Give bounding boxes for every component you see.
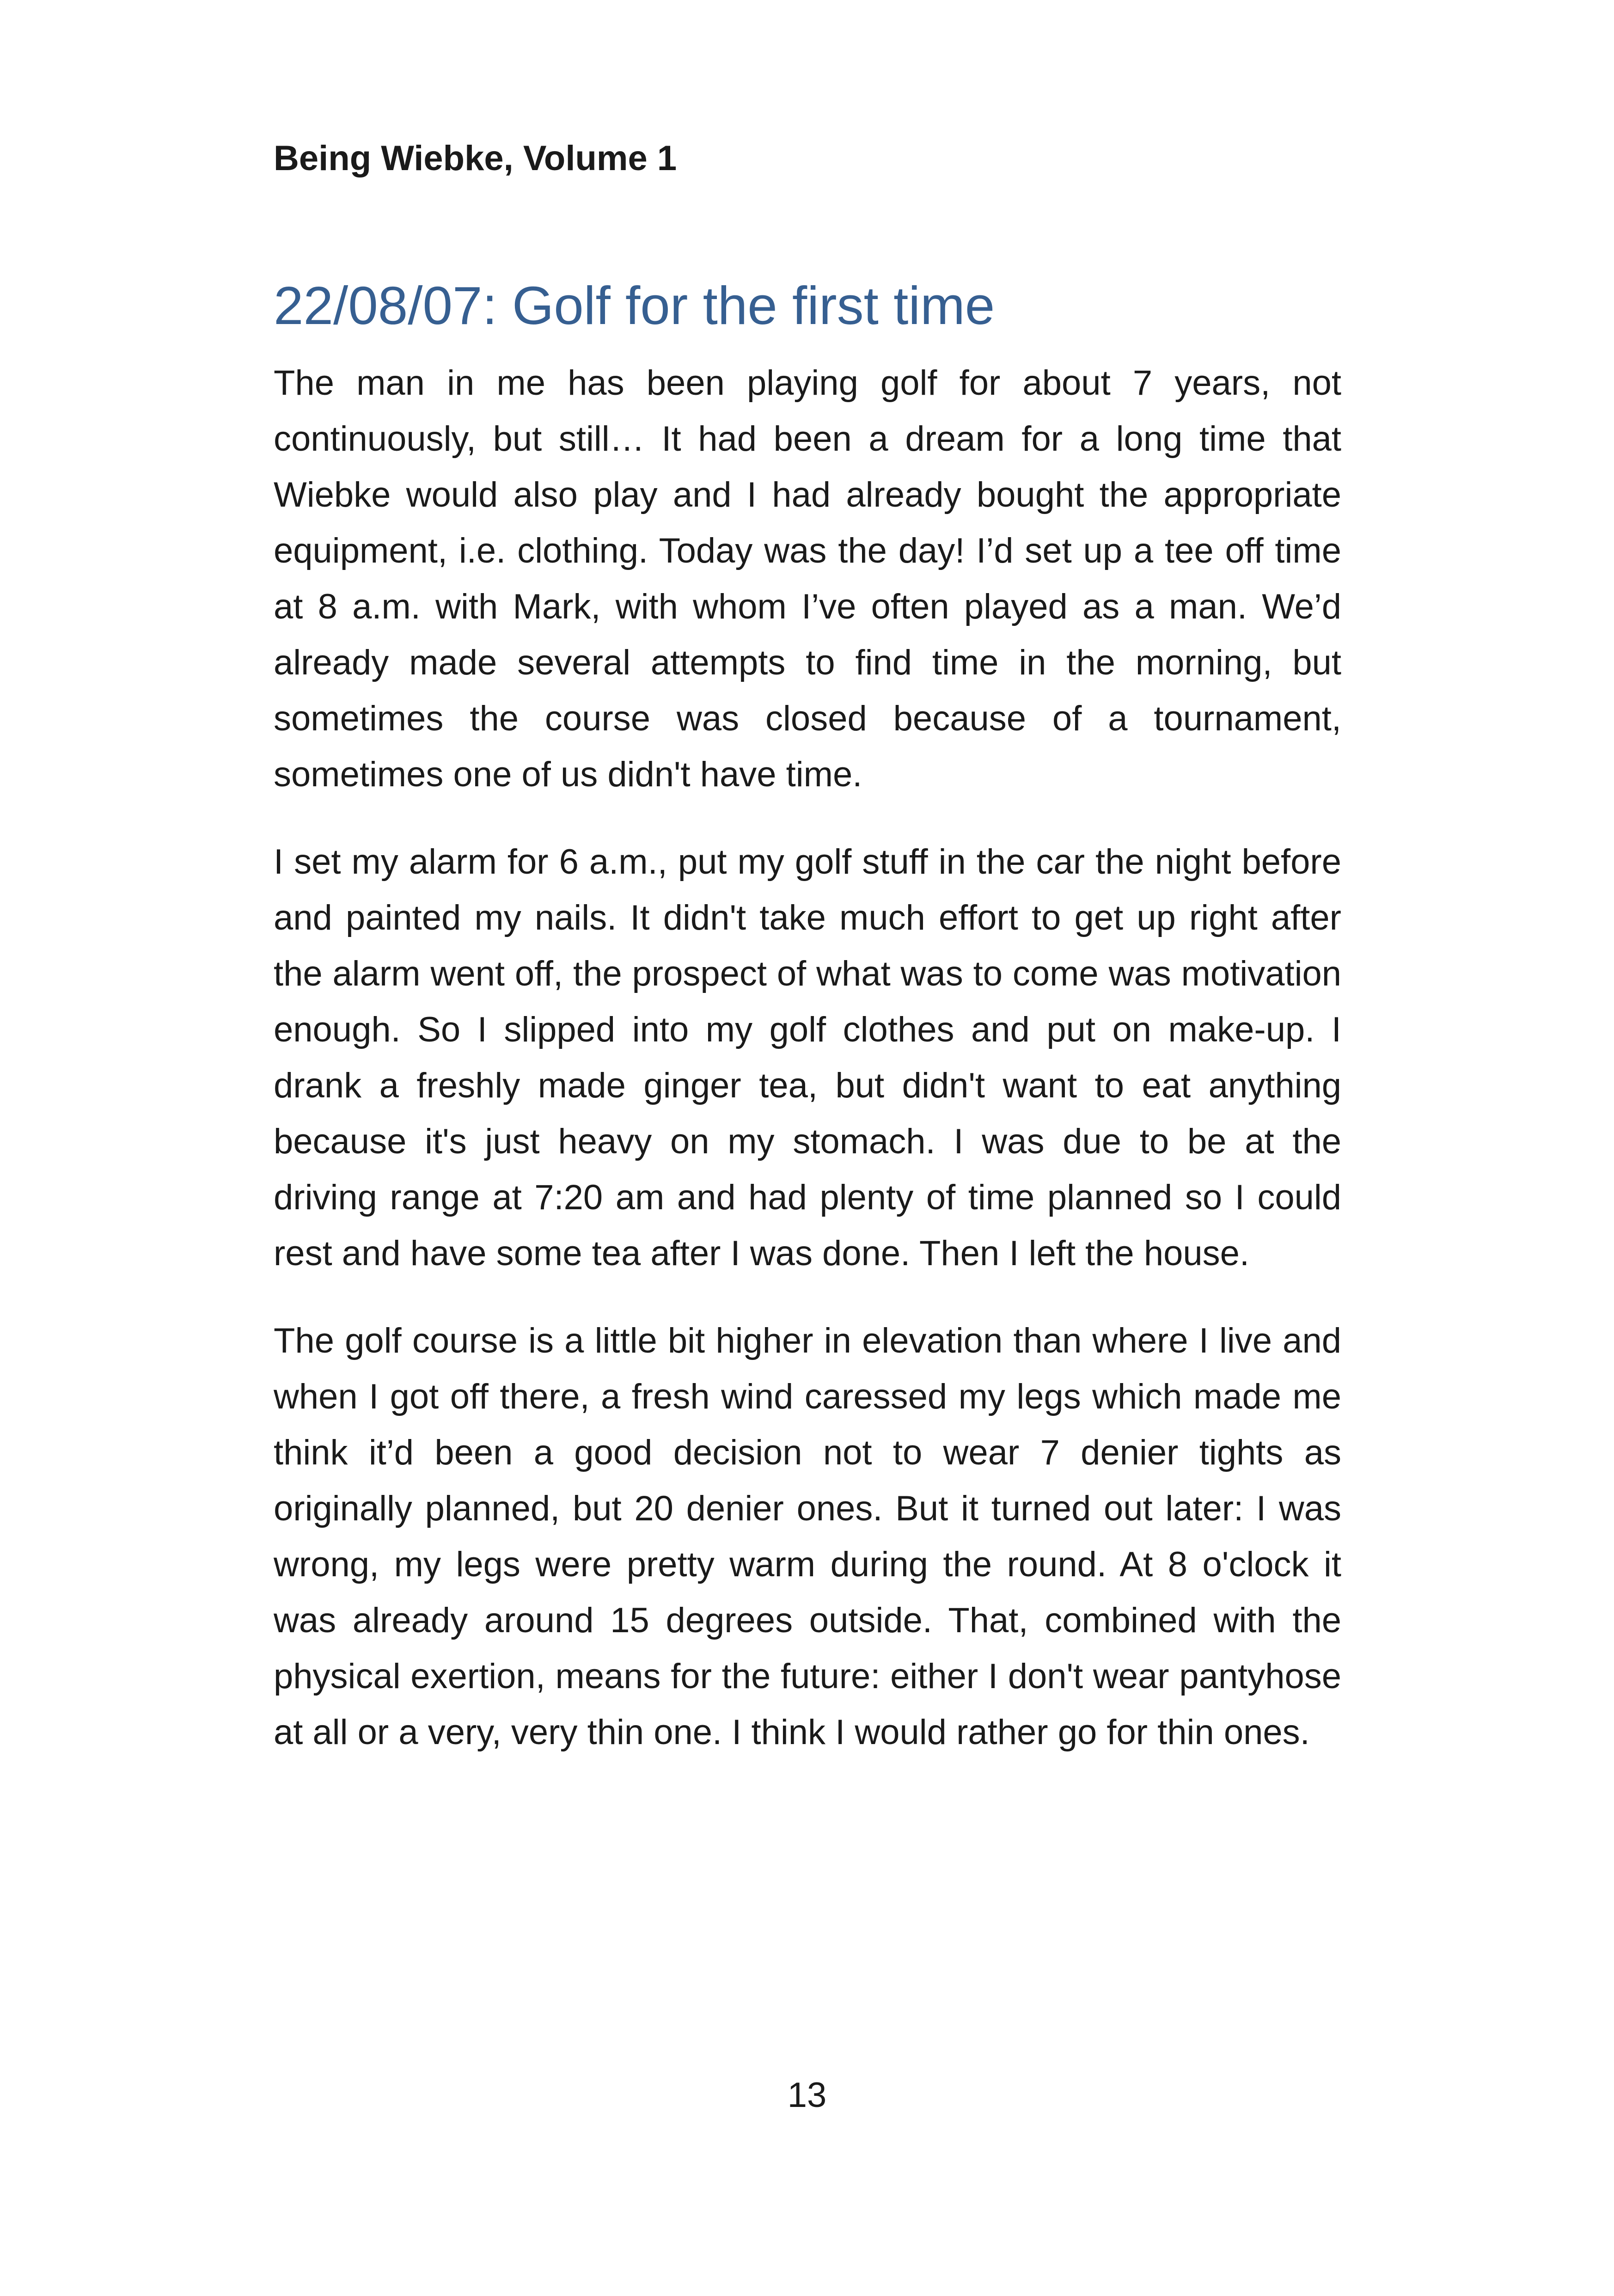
paragraph-2: I set my alarm for 6 a.m., put my golf stuff in the car the night before and painted my nails. It didn't take much effort to get up right after the alarm went off, the prospect of what was to come was motivation enough. So I slipped into my golf clothes and put on make-up. I drank a freshly made ginger tea, but didn't want to eat anything because it's just heavy on my stomach. I was due to be at the driving range at 7:20 am and had plenty of time planned so I could rest and have some tea after I was done. Then I left the house. [274,842,1341,1273]
page-number: 13 [787,2076,827,2115]
chapter-title: 22/08/07: Golf for the first time [274,276,995,336]
running-header: Being Wiebke, Volume 1 [274,139,677,178]
chapter-body [274,355,1341,1792]
paragraph-3: The golf course is a little bit higher in elevation than where I live and when I got off there, a fresh wind caressed my legs which made me think it’d been a good decision not to wear 7 denier tights as originally planned, but 20 denier ones. But it turned out later: I was wrong, my legs were pretty warm during the round. At 8 o'clock it was already around 15 degrees outside. That, combined with the physical exertion, means for the future: either I don't wear pantyhose at all or a very, very thin one. I think I would rather go for thin ones. [274,1321,1341,1752]
paragraph-1: The man in me has been playing golf for about 7 years, not continuously, but still… It had been a dream for a long time that Wiebke would also play and I had already bought the appropriate equipment, i.e. clothing. Today was the day! I’d set up a tee off time at 8 a.m. with Mark, with whom I’ve often played as a man. We’d already made several attempts to find time in the morning, but sometimes the course was closed because of a tournament, sometimes one of us didn't have time. [274,363,1341,794]
